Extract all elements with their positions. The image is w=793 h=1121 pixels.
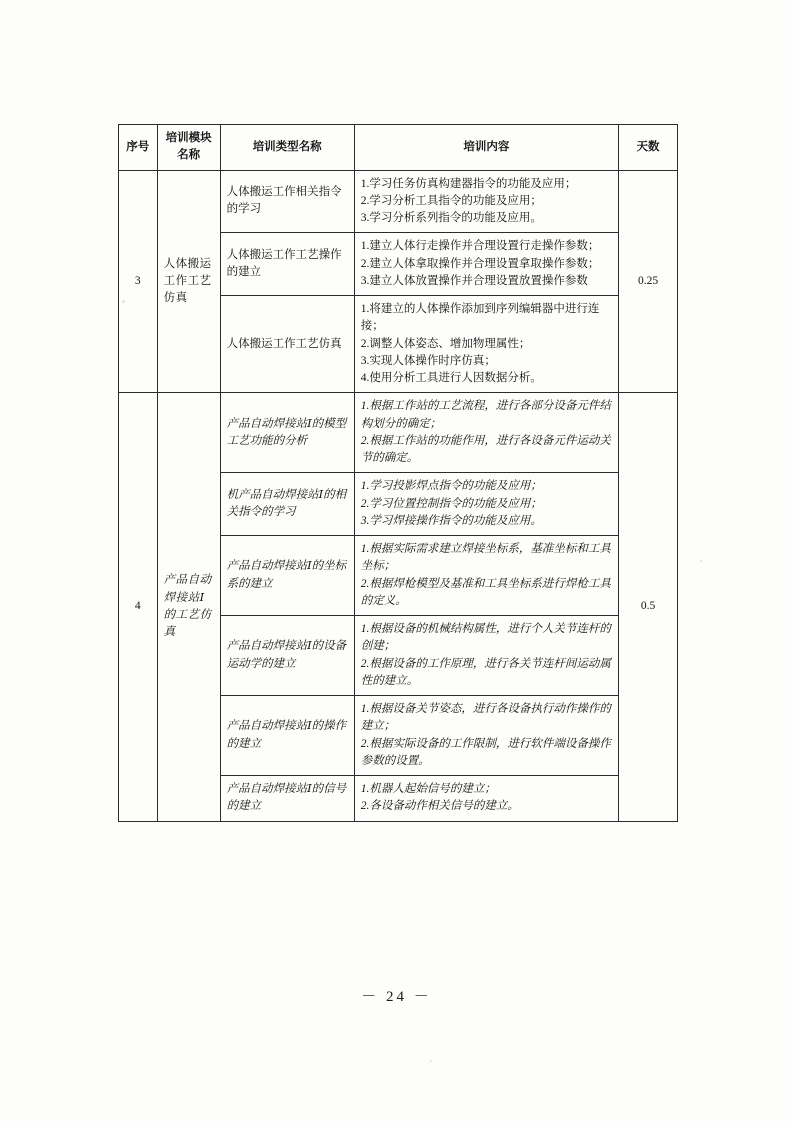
table-header xyxy=(119,125,678,171)
content-line: 1.学习任务仿真构建器指令的功能及应用； xyxy=(360,177,577,190)
header-cell-content: 培训内容 xyxy=(354,125,618,171)
page-number: － 24 － xyxy=(361,989,432,1005)
cell-type: 人体搬运工作工艺操作的建立 xyxy=(220,233,354,296)
content-line: 1.学习投影焊点指令的功能及应用； xyxy=(360,480,542,493)
cell-content xyxy=(354,393,618,473)
cell-content xyxy=(354,296,618,393)
training-table-container xyxy=(118,124,678,822)
content-line: 1.根据设备关节姿态，进行各设备执行动作操作的建立； xyxy=(360,703,611,733)
content-line: 2.根据实际设备的工作限制，进行软件端设备操作参数的设置。 xyxy=(360,737,611,767)
content-line: 2.学习分析工具指令的功能及应用； xyxy=(360,194,542,207)
content-line: 2.学习位置控制指令的功能及应用； xyxy=(360,497,542,510)
cell-type: 产品自动焊接站Ⅰ的设备运动学的建立 xyxy=(220,616,354,696)
content-line: 4.使用分析工具进行人因数据分析。 xyxy=(360,372,542,384)
table-row xyxy=(119,170,678,233)
cell-type: 产品自动焊接站Ⅰ的坐标系的建立 xyxy=(220,536,354,616)
content-line: 3.建立人体放置操作并合理设置放置操作参数 xyxy=(360,274,588,287)
header-cell-type: 培训类型名称 xyxy=(220,125,354,171)
content-line: 3.学习焊接操作指令的功能及应用。 xyxy=(360,514,542,527)
content-line: 2.根据工作站的功能作用，进行各设备元件运动关节的确定。 xyxy=(360,434,611,464)
cell-no: 3 xyxy=(119,170,158,393)
header-cell-days: 天数 xyxy=(619,125,678,171)
content-line: 3.实现人体操作时序仿真； xyxy=(360,354,496,367)
content-line: 1.根据实际需求建立焊接坐标系，基准坐标和工具坐标； xyxy=(360,543,611,573)
table-row xyxy=(119,393,678,473)
cell-type: 人体搬运工作相关指令的学习 xyxy=(220,170,354,233)
cell-module: 人体搬运工作工艺仿真 xyxy=(157,170,220,393)
content-line: 2.根据焊枪模型及基准和工具坐标系进行焊枪工具的定义。 xyxy=(360,577,611,607)
content-line: 1.机器人起始信号的建立； xyxy=(360,783,496,795)
cell-content xyxy=(354,696,618,776)
content-line: 1.建立人体行走操作并合理设置行走操作参数； xyxy=(360,240,600,253)
content-line: 2.建立人体拿取操作并合理设置拿取操作参数； xyxy=(360,257,600,270)
cell-content xyxy=(354,616,618,696)
training-table xyxy=(118,124,678,822)
table-header-row xyxy=(119,125,678,171)
content-line: 3.学习分析系列指令的功能及应用。 xyxy=(360,212,542,224)
cell-content xyxy=(354,473,618,536)
table-body xyxy=(119,170,678,821)
cell-days: 0.5 xyxy=(619,393,678,821)
cell-type: 机产品自动焊接站Ⅰ的相关指令的学习 xyxy=(220,473,354,536)
content-line: 2.调整人体姿态、增加物理属性； xyxy=(360,337,531,350)
content-line: 1.将建立的人体操作添加到序列编辑器中进行连接； xyxy=(360,303,600,333)
cell-content xyxy=(354,170,618,233)
header-cell-module: 培训模块名称 xyxy=(157,125,220,171)
cell-days: 0.25 xyxy=(619,170,678,393)
content-line: 1.根据设备的机械结构属性，进行个人关节连杆的创建； xyxy=(360,623,611,653)
cell-type: 产品自动焊接站Ⅰ的信号的建立 xyxy=(220,776,354,822)
cell-content xyxy=(354,233,618,296)
content-line: 2.各设备动作相关信号的建立。 xyxy=(360,800,519,813)
cell-type: 产品自动焊接站Ⅰ的模型工艺功能的分析 xyxy=(220,393,354,473)
content-line: 2.根据设备的工作原理，进行各关节连杆间运动属性的建立。 xyxy=(360,657,611,687)
header-cell-no: 序号 xyxy=(119,125,158,171)
cell-content xyxy=(354,776,618,822)
scan-speck xyxy=(700,560,702,562)
cell-no: 4 xyxy=(119,393,158,821)
cell-type: 人体搬运工作工艺仿真 xyxy=(220,296,354,393)
content-line: 1.根据工作站的工艺流程，进行各部分设备元件结构划分的确定； xyxy=(360,400,611,430)
cell-content xyxy=(354,536,618,616)
cell-module: 产品自动焊接站Ⅰ的工艺仿真 xyxy=(157,393,220,821)
cell-type: 产品自动焊接站Ⅰ的操作的建立 xyxy=(220,696,354,776)
scan-speck xyxy=(430,1060,432,1062)
